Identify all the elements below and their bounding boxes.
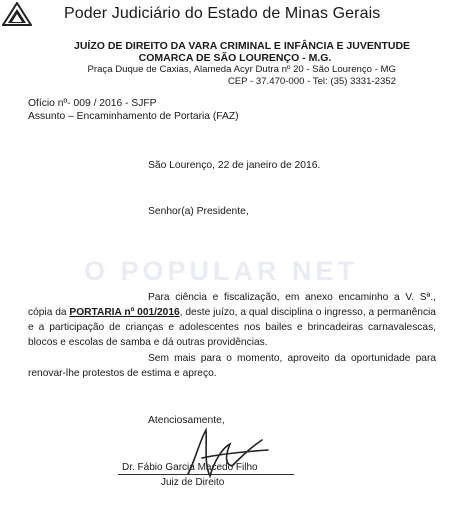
date-line: São Lourenço, 22 de janeiro de 2016.: [148, 160, 321, 171]
watermark: O POPULAR NET: [84, 256, 359, 286]
brasao-triangle-icon: [2, 2, 32, 26]
court-header: [74, 40, 411, 88]
court-name: Poder Judiciário do Estado de Minas Gerais: [64, 5, 381, 22]
court-line-1: JUÍZO DE DIREITO DA VARA CRIMINAL E INFÂNCIA E JUVENTUDE: [74, 40, 411, 52]
paragraph-1-end: , deste juízo, a qual disciplina o ingresso, a permanência e a participação de crianças e adolescentes nos bailes e brincadeiras carnavalescas, blocos e escolas de samba e dá outras providências.: [28, 307, 436, 348]
signatory-title: Juiz de Direito: [161, 477, 225, 488]
body-paragraph-2: Sem mais para o momento, aproveito da oportunidade para renovar-lhe protestos de estima e apreço.: [28, 353, 436, 379]
paragraph-1-start: Para ciência e fiscalização, em anexo encaminho a V. Sª., cópia da: [28, 292, 436, 318]
salutation: Senhor(a) Presidente,: [148, 206, 249, 217]
closing: Atenciosamente,: [148, 415, 225, 426]
subject-line: Assunto – Encaminhamento de Portaria (FAZ): [28, 111, 239, 122]
signatory-name: Dr. Fábio Garcia Macedo Filho: [122, 462, 258, 473]
handwritten-signature: [180, 424, 270, 480]
letter-body: [28, 290, 436, 381]
portaria-reference: PORTARIA nº 001/2016: [69, 307, 180, 318]
court-line-2: COMARCA DE SÃO LOURENÇO - M.G.: [138, 52, 332, 64]
body-paragraph-1: [28, 290, 436, 350]
oficio-number: Ofício nº- 009 / 2016 - SJFP: [28, 98, 157, 109]
court-address: Praça Duque de Caxias, Alameda Acyr Dutra nº 20 - São Lourenço - MG: [87, 64, 396, 75]
court-contact: CEP - 37.470-000 - Tel: (35) 3331-2352: [227, 76, 396, 87]
